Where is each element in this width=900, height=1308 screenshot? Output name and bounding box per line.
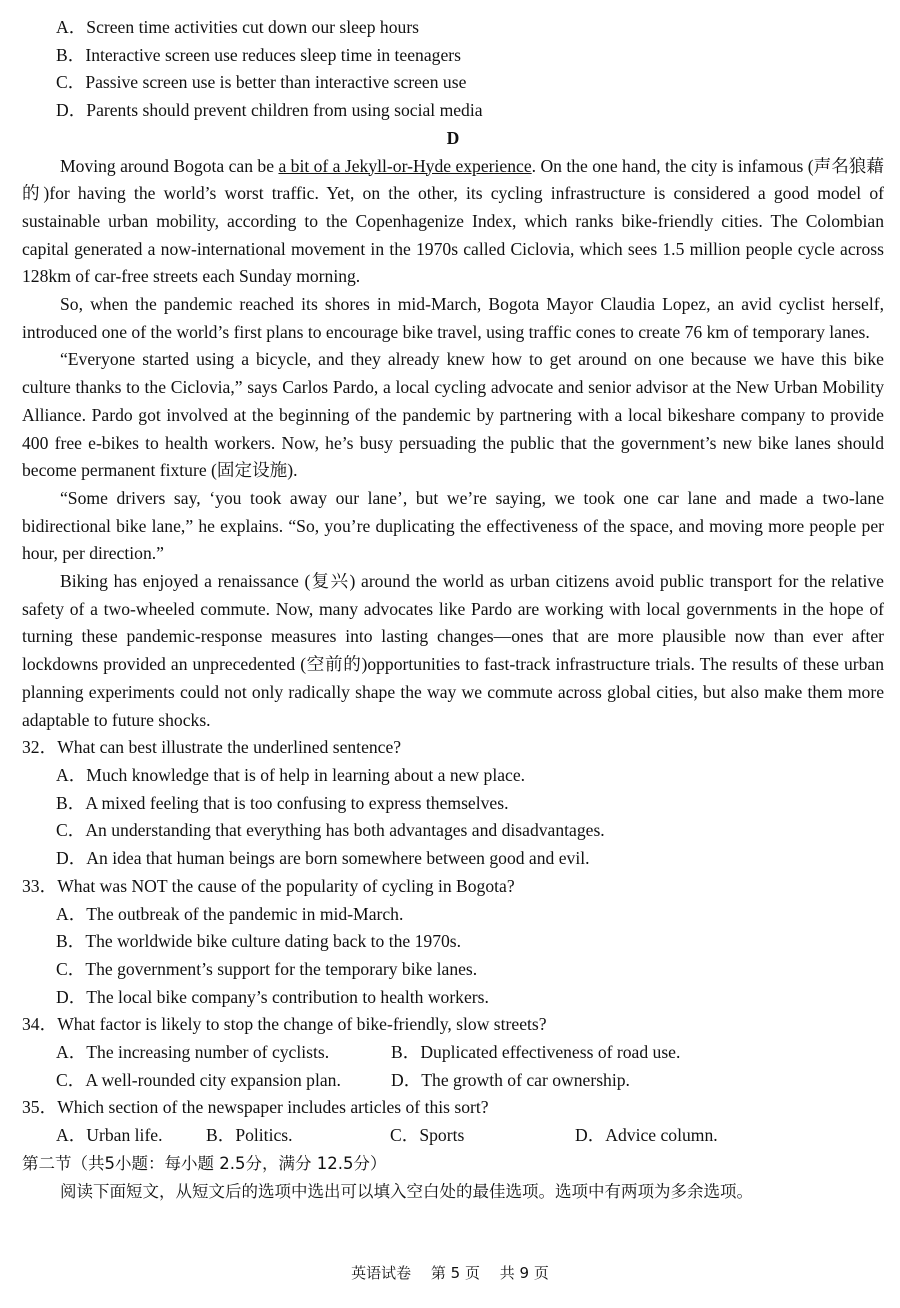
passage-letter: D [446,127,460,148]
underlined-sentence: a bit of a Jekyll-or-Hyde experience [278,155,532,176]
paragraph-2: So, when the pandemic reached its shores in mid-March, Bogota Mayor Claudia Lopez, an avid cyclist herself, introduced one of the world’s first plans to encourage bike travel, using traffic cones to create 76 km of temporary lanes. [22,294,884,342]
prev-option-c: C．Passive screen use is better than interactive screen use [56,72,467,93]
question-34: 34．What factor is likely to stop the change of bike-friendly, slow streets? [22,1014,547,1035]
q35-options-row [22,1122,884,1150]
prev-option-b: B．Interactive screen use reduces sleep time in teenagers [56,44,461,65]
question-35: 35．Which section of the newspaper includes articles of this sort? [22,1097,489,1118]
q33-option-a: A．The outbreak of the pandemic in mid-March. [56,903,404,924]
section-2-title: 第二节（共5小题：每小题 2.5分，满分 12.5分） [22,1153,387,1173]
q35-option-d: D．Advice column. [575,1125,718,1146]
section-2-instructions: 阅读下面短文，从短文后的选项中选出可以填入空白处的最佳选项。选项中有两项为多余选项。 [60,1181,753,1201]
page-footer: 英语试卷 第 5 页 共 9 页 [351,1264,549,1282]
q34-option-b: B．Duplicated effectiveness of road use. [391,1042,681,1063]
p1-after: . On the one hand, the city is infamous (声名狼藉的)for having the world’s worst traffic. Yet, on the other, its cycling infrastructure is considered a good model of sustainable urban mobility, according to the Copenhagenize Index, which ranks bike-friendly cities. The Colombian capital generated a now-international movement in the 1970s called Ciclovia, which sees 1.5 million people cycle across 128km of car-free streets each Sunday morning. [22,155,884,287]
prev-option-a: A．Screen time activities cut down our sleep hours [56,17,420,37]
paragraph-1 [22,153,884,292]
q34-option-c: C．A well-rounded city expansion plan. [56,1069,341,1090]
q34-options-row-2 [22,1067,884,1095]
q34-options-row-1 [22,1039,884,1067]
q35-option-c: C．Sports [390,1125,465,1146]
q33-option-b: B．The worldwide bike culture dating back to the 1970s. [56,931,462,952]
q35-option-b: B．Politics. [206,1125,293,1146]
prev-option-d: D．Parents should prevent children from using social media [56,100,483,121]
q32-option-a: A．Much knowledge that is of help in learning about a new place. [56,764,526,785]
q34-option-d: D．The growth of car ownership. [391,1069,630,1090]
q34-option-a: A．The increasing number of cyclists. [56,1042,330,1063]
q32-option-c: C．An understanding that everything has both advantages and disadvantages. [56,820,605,841]
paragraph-4: “Some drivers say, ‘you took away our lane’, but we’re saying, we took one car lane and made a two-lane bidirectional bike lane,” he explains. “So, you’re duplicating the effectiveness of the space, and moving more people per hour, per direction.” [22,487,884,564]
q33-option-c: C．The government’s support for the temporary bike lanes. [56,958,478,979]
q33-option-d: D．The local bike company’s contribution to health workers. [56,986,489,1007]
question-33: 33．What was NOT the cause of the popularity of cycling in Bogota? [22,875,515,896]
exam-page [22,14,884,1205]
paragraph-5: Biking has enjoyed a renaissance (复兴) around the world as urban citizens avoid public transport for the relative safety of a two-wheeled commute. Now, many advocates like Pardo are working with local governments in the hope of turning these pandemic-response measures into lasting changes—ones that are more plausible now than ever after lockdowns provided an unprecedented (空前的)opportunities to fast-track infrastructure trials. The results of these urban planning experiments could not only radically shape the way we commute across global cities, but also make them more adaptable to future shocks. [22,571,884,730]
question-32: 32．What can best illustrate the underlined sentence? [22,737,402,758]
p1-before: Moving around Bogota can be [60,155,279,176]
paragraph-3: “Everyone started using a bicycle, and they already knew how to get around on one because we have this bike culture thanks to the Ciclovia,” says Carlos Pardo, a local cycling advocate and senior advisor at the New Urban Mobility Alliance. Pardo got involved at the beginning of the pandemic by partnering with a local bikeshare company to provide 400 free e-bikes to health workers. Now, he’s busy persuading the public that the government’s new bike lanes should become permanent fixture (固定设施). [22,349,884,481]
q32-option-d: D．An idea that human beings are born somewhere between good and evil. [56,848,590,869]
q32-option-b: B．A mixed feeling that is too confusing to express themselves. [56,792,509,813]
q35-option-a: A．Urban life. [56,1125,163,1146]
